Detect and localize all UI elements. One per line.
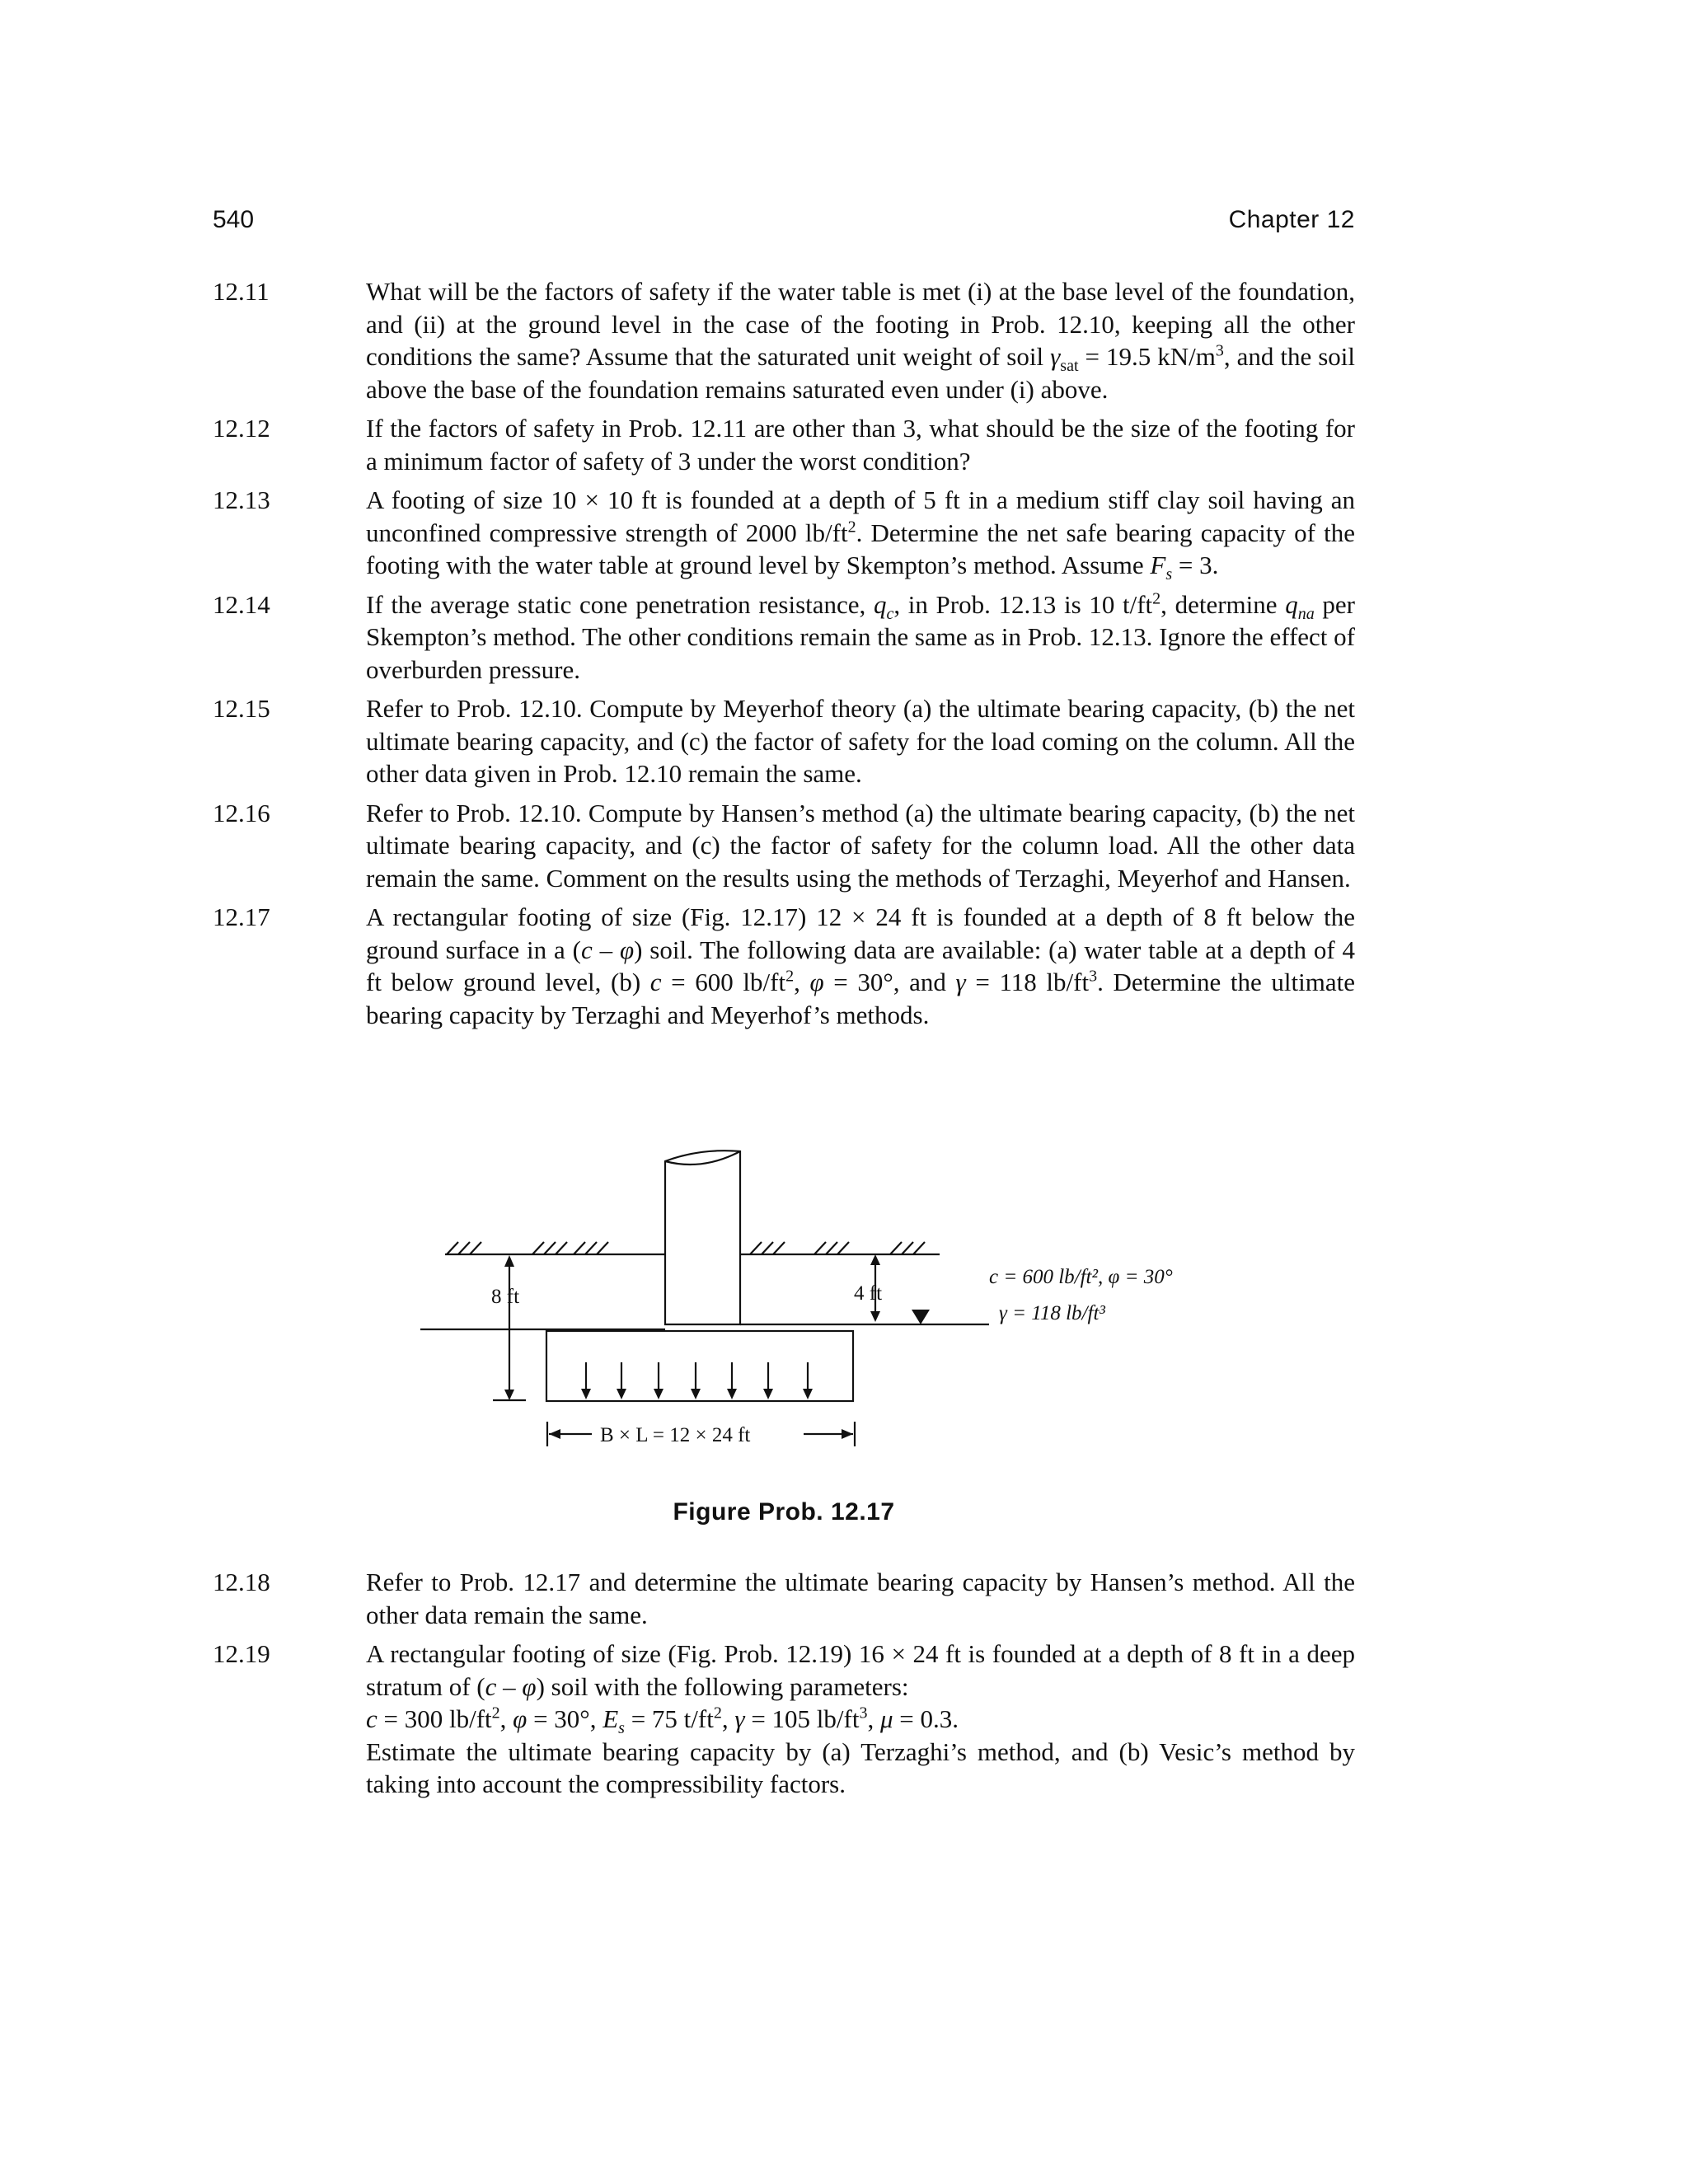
problem-text: If the factors of safety in Prob. 12.11 are other than 3, what should be the size of the footing for a minimum factor of safety of 3 under the worst condition? xyxy=(366,414,1355,476)
soil-parameters-gamma: γ = 118 lb/ft³ xyxy=(999,1302,1105,1324)
problem-text: A footing of size 10 × 10 ft is founded at a depth of 5 ft in a medium stiff clay soil having an unconfined compressive strength of 2000 $lb/ft^2$. Determine the net safe bearing capacity of the footing with the water table at ground level by Skempton’s method. Assume $F_s = 3$. xyxy=(366,485,1355,584)
problem-item xyxy=(213,484,1355,582)
problem-number: 12.14 xyxy=(213,589,270,619)
depth-label: 8 ft xyxy=(491,1286,520,1308)
problem-number: 12.13 xyxy=(213,485,270,514)
problem-text: Refer to Prob. 12.10. Compute by Meyerhof theory (a) the ultimate bearing capacity, (b) the net ultimate bearing capacity, and (c) the factor of safety for the load coming on the column. All the other data given in Prob. 12.10 remain the same. xyxy=(366,694,1355,788)
problem-number: 12.15 xyxy=(213,694,270,723)
problem-item xyxy=(213,1566,1355,1631)
problem-item xyxy=(213,1638,1355,1801)
problem-list-upper xyxy=(213,275,1355,1038)
problem-text: What will be the factors of safety if the water table is met (i) at the base level of the foundation, and (ii) at the ground level in the case of the footing in Prob. 12.10, keeping all the other conditions the same? Assume that the saturated unit weight of soil $\gamma_{sat} = 19.5$ $kN/m^3$, and the soil above the base of the foundation remains saturated even under (i) above. xyxy=(366,277,1355,404)
problem-text: Refer to Prob. 12.10. Compute by Hansen’s method (a) the ultimate bearing capacity, (b) the net ultimate bearing capacity, and (c) the factor of safety for the column load. All the other data remain the same. Comment on the results using the methods of Terzaghi, Meyerhof and Hansen. xyxy=(366,798,1355,893)
problem-list-lower xyxy=(213,1566,1355,1807)
water-depth-label: 4 ft xyxy=(854,1282,883,1305)
problem-item xyxy=(213,901,1355,1031)
problem-item xyxy=(213,412,1355,477)
figure-caption: Figure Prob. 12.17 xyxy=(673,1498,895,1526)
problem-text: If the average static cone penetration resistance, $q_c$, in Prob. 12.13 is 10 $t/ft^2$, determine $q_{na}$ per Skempton’s method. The other conditions remain the same as in Prob. 12.13. Ignore the effect of overburden pressure. xyxy=(366,589,1355,684)
problem-item xyxy=(213,797,1355,895)
ground-hatching-right xyxy=(750,1242,925,1254)
problem-item xyxy=(213,588,1355,687)
problem-text: A rectangular footing of size (Fig. Prob. 12.19) 16 × 24 ft is founded at a depth of 8 ft in a deep stratum of (c – φ) soil with the following parameters: c = 300 $lb/ft^2$, φ = 30°, $E_s = 75$ $t/ft^2$, γ = 105 $lb/ft^3$, μ = 0.3. Estimate the ultimate bearing capacity by (a) Terzaghi’s method, and (b) Vesic’s method by taking into account the compressibility factors. xyxy=(366,1639,1355,1798)
problem-text: Refer to Prob. 12.17 and determine the ultimate bearing capacity by Hansen’s method. All the other data remain the same. xyxy=(366,1568,1355,1629)
problem-number: 12.18 xyxy=(213,1568,270,1596)
problem-item xyxy=(213,692,1355,790)
footing-diagram xyxy=(412,1141,1236,1488)
column-outline xyxy=(665,1151,740,1324)
figure-prob-12-17 xyxy=(412,1141,1236,1488)
problem-number: 12.16 xyxy=(213,798,270,827)
problem-text: A rectangular footing of size (Fig. 12.17) 12 × 24 ft is founded at a depth of 8 ft below the ground surface in a (c – φ) soil. The following data are available: (a) water table at a depth of 4 ft below ground level, (b) c = 600 $lb/ft^2$, φ = 30°, and γ = 118 $lb/ft^3$. Determine the ultimate bearing capacity by Terzaghi and Meyerhof’s methods. xyxy=(366,902,1356,1029)
problem-item xyxy=(213,275,1355,405)
chapter-title: Chapter 12 xyxy=(1228,206,1355,233)
problem-number: 12.11 xyxy=(213,277,270,306)
problem-number: 12.12 xyxy=(213,414,270,443)
footing-dimension-label: B × L = 12 × 24 ft xyxy=(600,1424,751,1446)
running-head xyxy=(213,206,1355,244)
problem-number: 12.19 xyxy=(213,1639,270,1668)
soil-parameters-c-phi: c = 600 lb/ft², φ = 30° xyxy=(989,1266,1173,1288)
problem-number: 12.17 xyxy=(213,902,270,931)
water-table-symbol xyxy=(912,1310,930,1324)
page-number: 540 xyxy=(213,206,255,233)
ground-hatching-left xyxy=(447,1242,608,1254)
